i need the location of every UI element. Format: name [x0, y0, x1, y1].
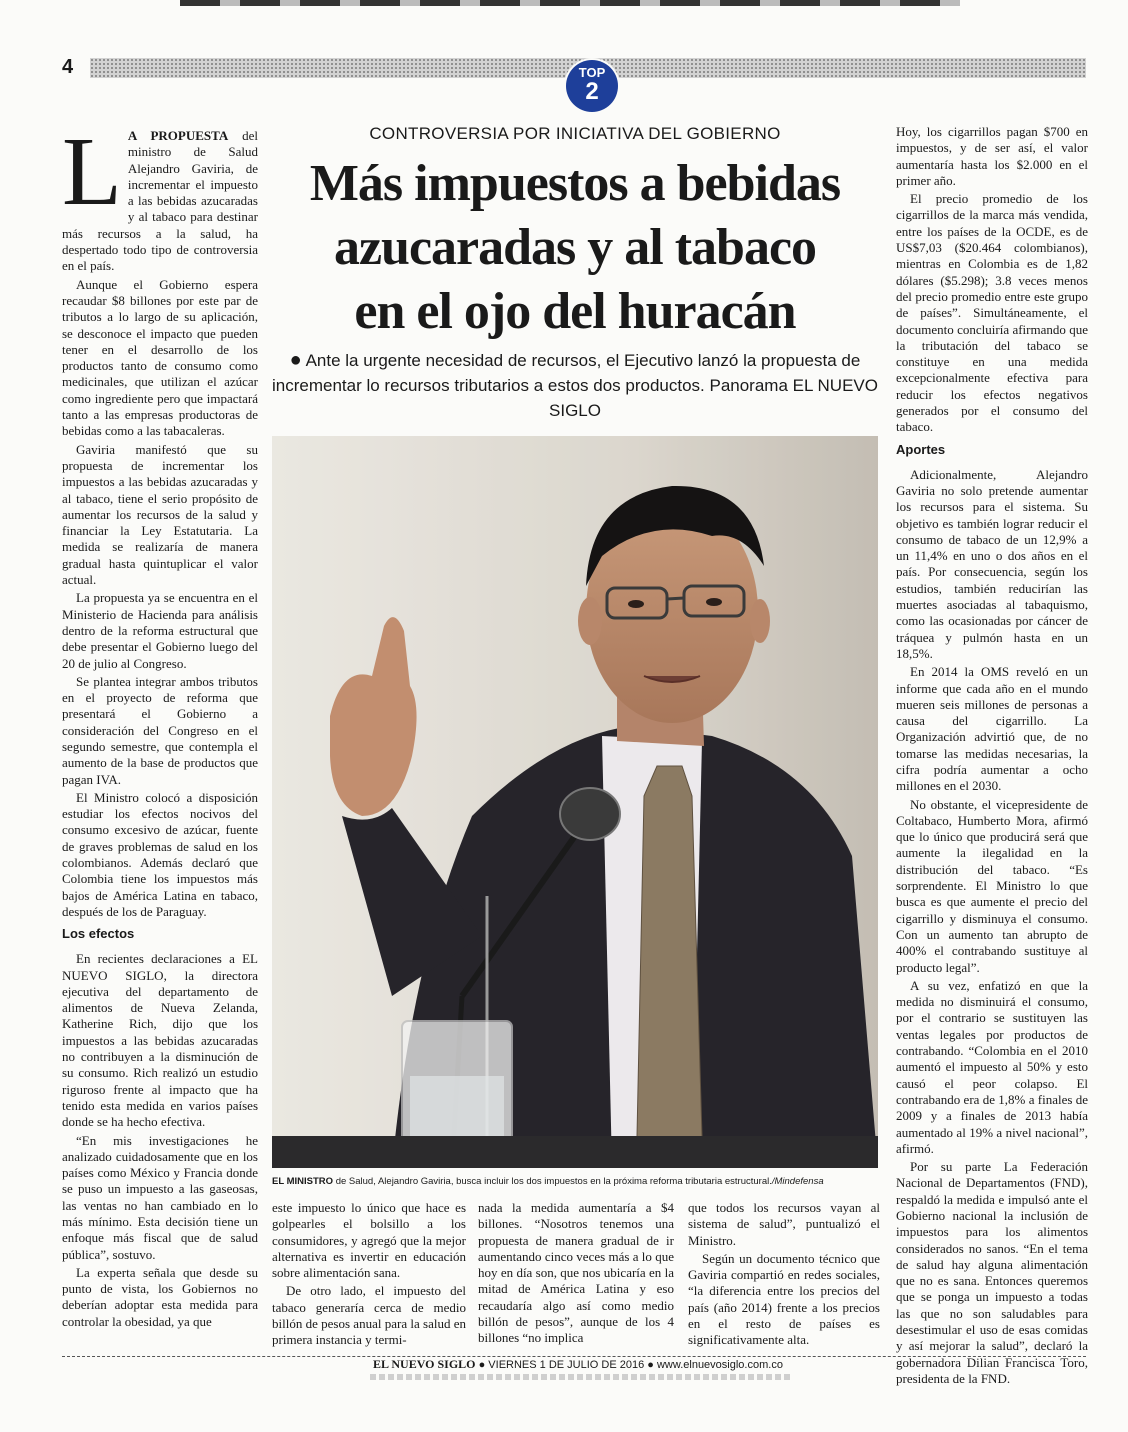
subhead-efectos: Los efectos [62, 926, 135, 942]
paragraph: El Ministro colocó a disposición estudiar los efectos nocivos del consumo excesivo de azúcar, fuente de graves problemas de salud en los colombianos. Además declaró que Colombia tiene los impuestos más bajos de América Latina en tabaco, después de los de Paraguay. [62, 789, 258, 919]
paragraph: nada la medida aumentaría a $4 billones. “Nosotros tenemos una propuesta de manera gradual de ir aumentando cinco veces más a lo que hoy en día son, que nos ubicaría en la mitad de América Latina y eso recaudaría algo así como medio billón de pesos”, aunque de los 4 billones “no implica [478, 1200, 674, 1346]
paragraph: Por su parte La Federación Nacional de Departamentos (FND), respaldó la medida e impulsó ante el Gobierno nacional la inclusión de impuestos para los alimentos considerados no sanos. “En el tema de salud hay alguna alimentación que no es sana. Entonces queremos que se ponga un impuesto a todas las que no son saludables para desestimular el uso de esas comidas y así mejorar la salud”, declaró la gobernadora Dilian Francisca Toro, presidenta de la FND. [896, 1159, 1088, 1386]
subhead-aportes: Aportes [896, 441, 946, 457]
bullet-icon: ● [647, 1359, 654, 1371]
lead-text: del ministro de Salud Alejandro Gaviria, de incrementar el impuesto a las bebidas azucaradas y al tabaco para destinar más recursos a la salud, ha despertado todo tipo de controversia en el país. [62, 128, 258, 274]
badge-number: 2 [585, 78, 599, 105]
paragraph: Gaviria manifestó que su propuesta de incrementar los impuestos a las bebidas azucaradas y al tabaco, tiene el serio propósito de aumentar los recursos de la salud y financiar la Ley Estatutaria. La medida se realizaría de manera gradual hasta quintuplicar el valor actual. [62, 441, 258, 588]
minister-photo [272, 436, 878, 1168]
photo-caption [272, 1176, 878, 1187]
footer-faint-text [370, 1374, 790, 1380]
deck [272, 348, 878, 423]
deck-text: Ante la urgente necesidad de recursos, el Ejecutivo lanzó la propuesta de incrementar lo recursos tributarios a estos dos productos. Panorama EL NUEVO SIGLO [272, 351, 878, 420]
kicker: CONTROVERSIA POR INICIATIVA DEL GOBIERNO [369, 124, 781, 143]
footer-url[interactable]: www.elnuevosiglo.com.co [656, 1359, 783, 1371]
headline-line-3: en el ojo del huracán [354, 283, 796, 340]
paragraph: este impuesto lo único que hace es golpearles el bolsillo a los consumidores, y agregó que la mejor alternativa es invertir en educación sobre alimentación sana. [272, 1200, 466, 1281]
bullet-icon: ● [289, 349, 302, 371]
caption-text: de Salud, Alejandro Gaviria, busca incluir los dos impuestos en la próxima reforma tributaria estructural. [333, 1176, 772, 1187]
photo-illustration [272, 436, 878, 1168]
headline [272, 152, 878, 344]
column-5 [896, 124, 1088, 1389]
paragraph: A su vez, enfatizó en que la medida no disminuirá el consumo, por el contrario se sustituyen las ventas legales por productos de contrabando. “Colombia en el 2010 aumentó el impuesto al 50% y esto causó el peor colapso. El contrabando era de 1,8% a finales de 2009 y a finales de 2013 había aumentado al 19% a nivel nacional”, afirmó. [896, 977, 1088, 1156]
paragraph: Según un documento técnico que Gaviria compartió en redes sociales, “la diferencia entre los precios del país (año 2014) frente a los precios en el resto de países es significativamente alta. [688, 1250, 880, 1348]
drop-cap: L [62, 118, 122, 226]
column-3 [478, 1200, 674, 1349]
paragraph: “En mis investigaciones he analizado cuidadosamente que en los países como México y Francia donde se puso un impuesto a las gaseosas, las ventas no han cambiado en lo más mínimo. Esta decisión tiene un enfoque más fiscal que de salud pública”, sostuvo. [62, 1132, 258, 1262]
newspaper-logo: EL NUEVO SIGLO [373, 1357, 476, 1371]
paragraph: La experta señala que desde su punto de vista, los Gobiernos no deberían adoptar esta medida para controlar la obesidad, ya que [62, 1264, 258, 1329]
badge-top-label: TOP [578, 65, 606, 80]
paragraph: De otro lado, el impuesto del tabaco generaría cerca de medio billón de pesos anual para la salud en primera instancia y termi- [272, 1283, 466, 1348]
bullet-icon: ● [478, 1359, 486, 1371]
column-1 [62, 118, 258, 1332]
headline-line-1: Más impuestos a bebidas [309, 155, 841, 212]
paragraph: El precio promedio de los cigarrillos de la marca más vendida, entre los países de la OCDE, es de US$7,03 ($20.464 colombianos), mientras en Colombia es de 1,82 dólares ($5.298); 3.8 veces menos del precio promedio entre este grupo de países”. Simultáneamente, el documento concluiría afirmando que la tributación del tabaco se constituye en una medida excepcionalmente efectiva para reducir los efectos negativos generados por el consumo del tabaco. [896, 191, 1088, 435]
column-2 [272, 1200, 466, 1351]
paragraph: No obstante, el vicepresidente de Coltabaco, Humberto Mora, afirmó que lo único que producirá será que aumente la ilegalidad en la distribución del tabaco. “Es sorprendente. El Ministro lo que busca es que aumente el precio del cigarrillo y disminuya el consumo. Con un aumento tan abrupto de 400% el contrabando sustituye al producto legal”. [896, 796, 1088, 975]
paragraph: La propuesta ya se encuentra en el Ministerio de Hacienda para análisis dentro de la reforma estructural que debe presentar el Gobierno luego del 20 de julio al Congreso. [62, 590, 258, 671]
paragraph: Se plantea integrar ambos tributos en el proyecto de reforma que presentará el Gobierno a consideración del Congreso en el segundo semestre, que contempla el aumento de la base de productos que pagan IVA. [62, 673, 258, 787]
caption-bold: EL MINISTRO [272, 1176, 334, 1187]
lead-paragraph [62, 118, 258, 275]
page-number: 4 [62, 56, 74, 78]
top-edge-strip [180, 0, 960, 6]
footer [360, 1357, 796, 1372]
footer-date: VIERNES 1 DE JULIO DE 2016 [488, 1359, 645, 1371]
lead-bold: A PROPUESTA [127, 128, 229, 143]
paragraph: Aunque el Gobierno espera recaudar $8 billones por este par de tributos a lo largo de su aplicación, se desconoce el impacto que pueden tener en el desarrollo de los productos tanto de consumo como medicinales, que utilizan el azúcar como ingrediente pero que impactará tanto a las empresas productoras de bebidas como a las tabacaleras. [62, 276, 258, 439]
paragraph: Hoy, los cigarrillos pagan $700 en impuestos, y de ser así, el valor aumentaría hasta los $2.000 en el primer año. [896, 124, 1088, 188]
paragraph: En 2014 la OMS reveló en un informe que cada año en el mundo mueren seis millones de personas a causa del cigarrillo. La Organización advirtió que, de no tomarse las medidas necesarias, la cifra podría aumentar a ocho millones en el 2030. [896, 664, 1088, 794]
paragraph: Adicionalmente, Alejandro Gaviria no solo pretende aumentar los recursos para el sistema. Su objetivo es también lograr reducir el consumo de tabaco de un 12,9% a un 11,4% en uno o dos años en el país. Por consecuencia, según los estudios, también reducirían las muertes asociadas al tabaquismo, como las ocasionadas por cáncer de tráquea y pulmón hasta en un 18,5%. [896, 466, 1088, 661]
top-badge [566, 60, 618, 112]
caption-credit: /Mindefensa [771, 1176, 824, 1187]
column-4 [688, 1200, 880, 1351]
paragraph: En recientes declaraciones a EL NUEVO SIGLO, la directora ejecutiva del departamento de alimentos de Nueva Zelanda, Katherine Rich, dijo que los impuestos a las bebidas azucaradas no contribuyen a la disminución de su consumo. Rich realizó un estudio riguroso frente al impacto que ha tenido esta medida en varios países donde se ha hecho efectiva. [62, 951, 258, 1130]
paragraph: que todos los recursos vayan al sistema de salud”, puntualizó el Ministro. [688, 1200, 880, 1248]
headline-line-2: azucaradas y al tabaco [333, 219, 817, 276]
